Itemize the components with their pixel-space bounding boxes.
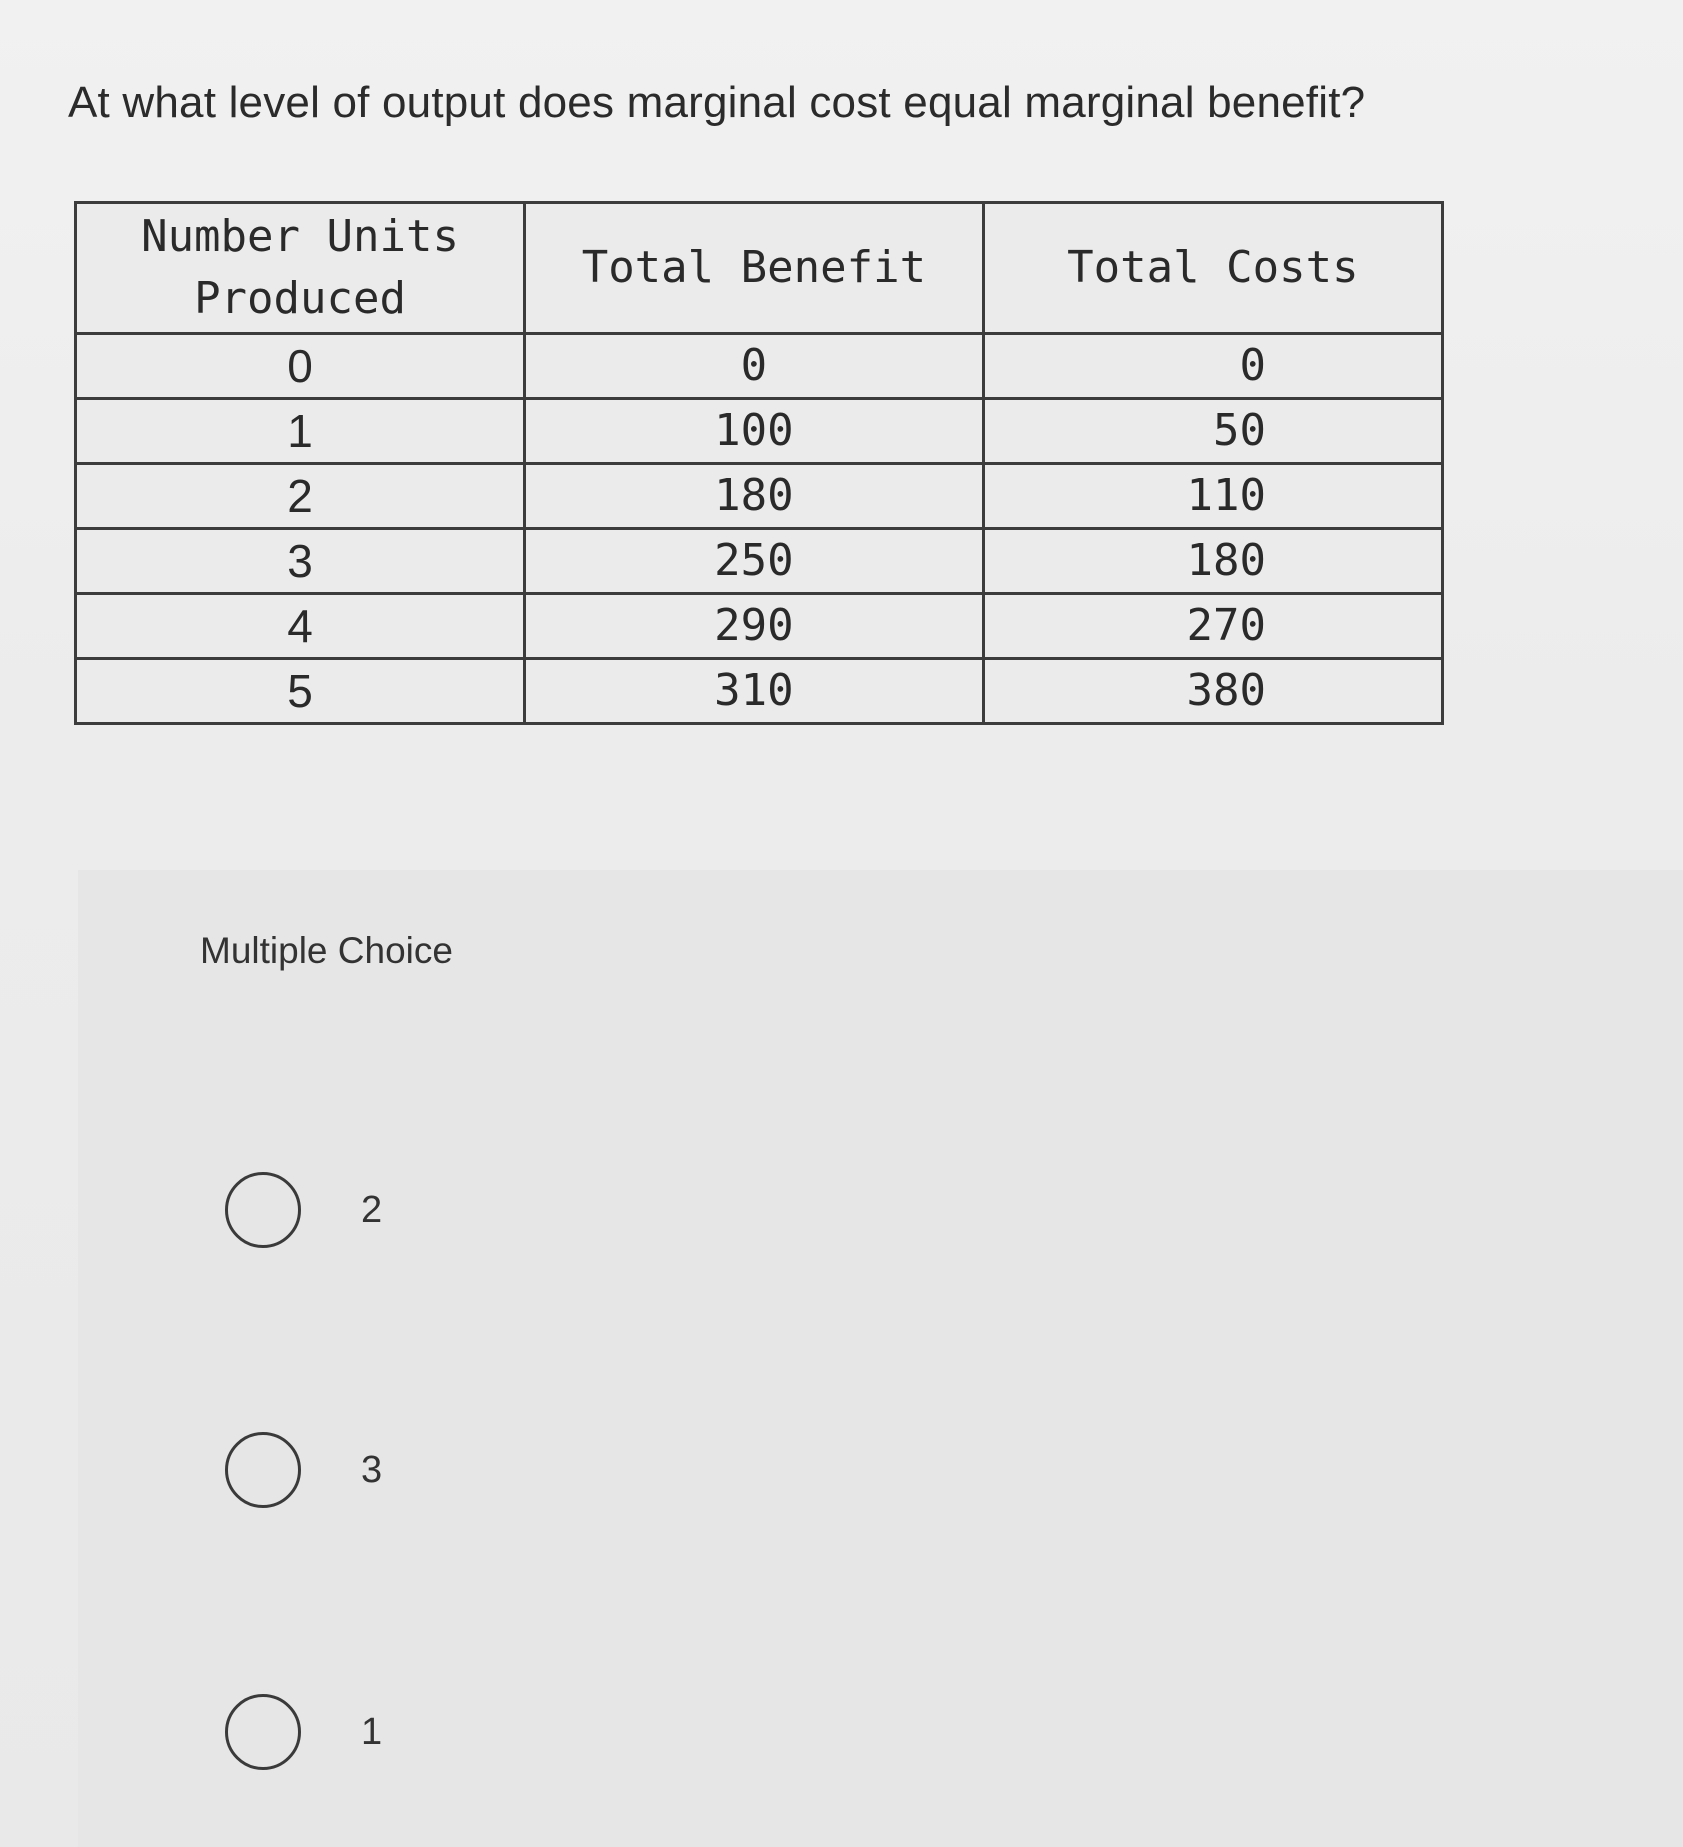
cost-cell: 270 xyxy=(983,594,1442,659)
cost-cell: 0 xyxy=(983,334,1442,399)
units-cell: 0 xyxy=(76,334,525,399)
answer-option-label: 1 xyxy=(361,1710,383,1753)
table-row xyxy=(76,529,1443,594)
benefit-cell: 100 xyxy=(525,399,984,464)
question-text: At what level of output does marginal cost equal marginal benefit? xyxy=(68,78,1366,127)
units-cell: 4 xyxy=(76,594,525,659)
header-units-line2: Produced xyxy=(194,273,406,324)
cost-cell: 50 xyxy=(983,399,1442,464)
benefit-cell: 0 xyxy=(525,334,984,399)
benefit-cell: 290 xyxy=(525,594,984,659)
radio-button[interactable] xyxy=(225,1172,301,1248)
table-row xyxy=(76,464,1443,529)
cost-cell: 180 xyxy=(983,529,1442,594)
multiple-choice-label: Multiple Choice xyxy=(200,930,453,971)
answer-option[interactable] xyxy=(225,1430,382,1510)
header-total-benefit: Total Benefit xyxy=(525,203,984,334)
answer-option[interactable] xyxy=(225,1170,382,1250)
answer-option-label: 3 xyxy=(361,1448,383,1491)
header-total-costs: Total Costs xyxy=(983,203,1442,334)
units-cell: 1 xyxy=(76,399,525,464)
units-cell: 3 xyxy=(76,529,525,594)
table-row xyxy=(76,399,1443,464)
benefit-cell: 250 xyxy=(525,529,984,594)
table-row xyxy=(76,659,1443,724)
table-row xyxy=(76,334,1443,399)
data-table xyxy=(74,201,1444,725)
table-header-row xyxy=(76,203,1443,334)
answer-option[interactable] xyxy=(225,1692,382,1772)
benefit-cell: 310 xyxy=(525,659,984,724)
benefit-cell: 180 xyxy=(525,464,984,529)
header-units-produced xyxy=(76,203,525,334)
table-row xyxy=(76,594,1443,659)
answer-option-label: 2 xyxy=(361,1188,383,1231)
cost-cell: 110 xyxy=(983,464,1442,529)
cost-cell: 380 xyxy=(983,659,1442,724)
radio-button[interactable] xyxy=(225,1694,301,1770)
units-cell: 2 xyxy=(76,464,525,529)
radio-button[interactable] xyxy=(225,1432,301,1508)
units-cell: 5 xyxy=(76,659,525,724)
multiple-choice-panel xyxy=(78,870,1683,1847)
header-units-line1: Number Units xyxy=(141,211,459,262)
